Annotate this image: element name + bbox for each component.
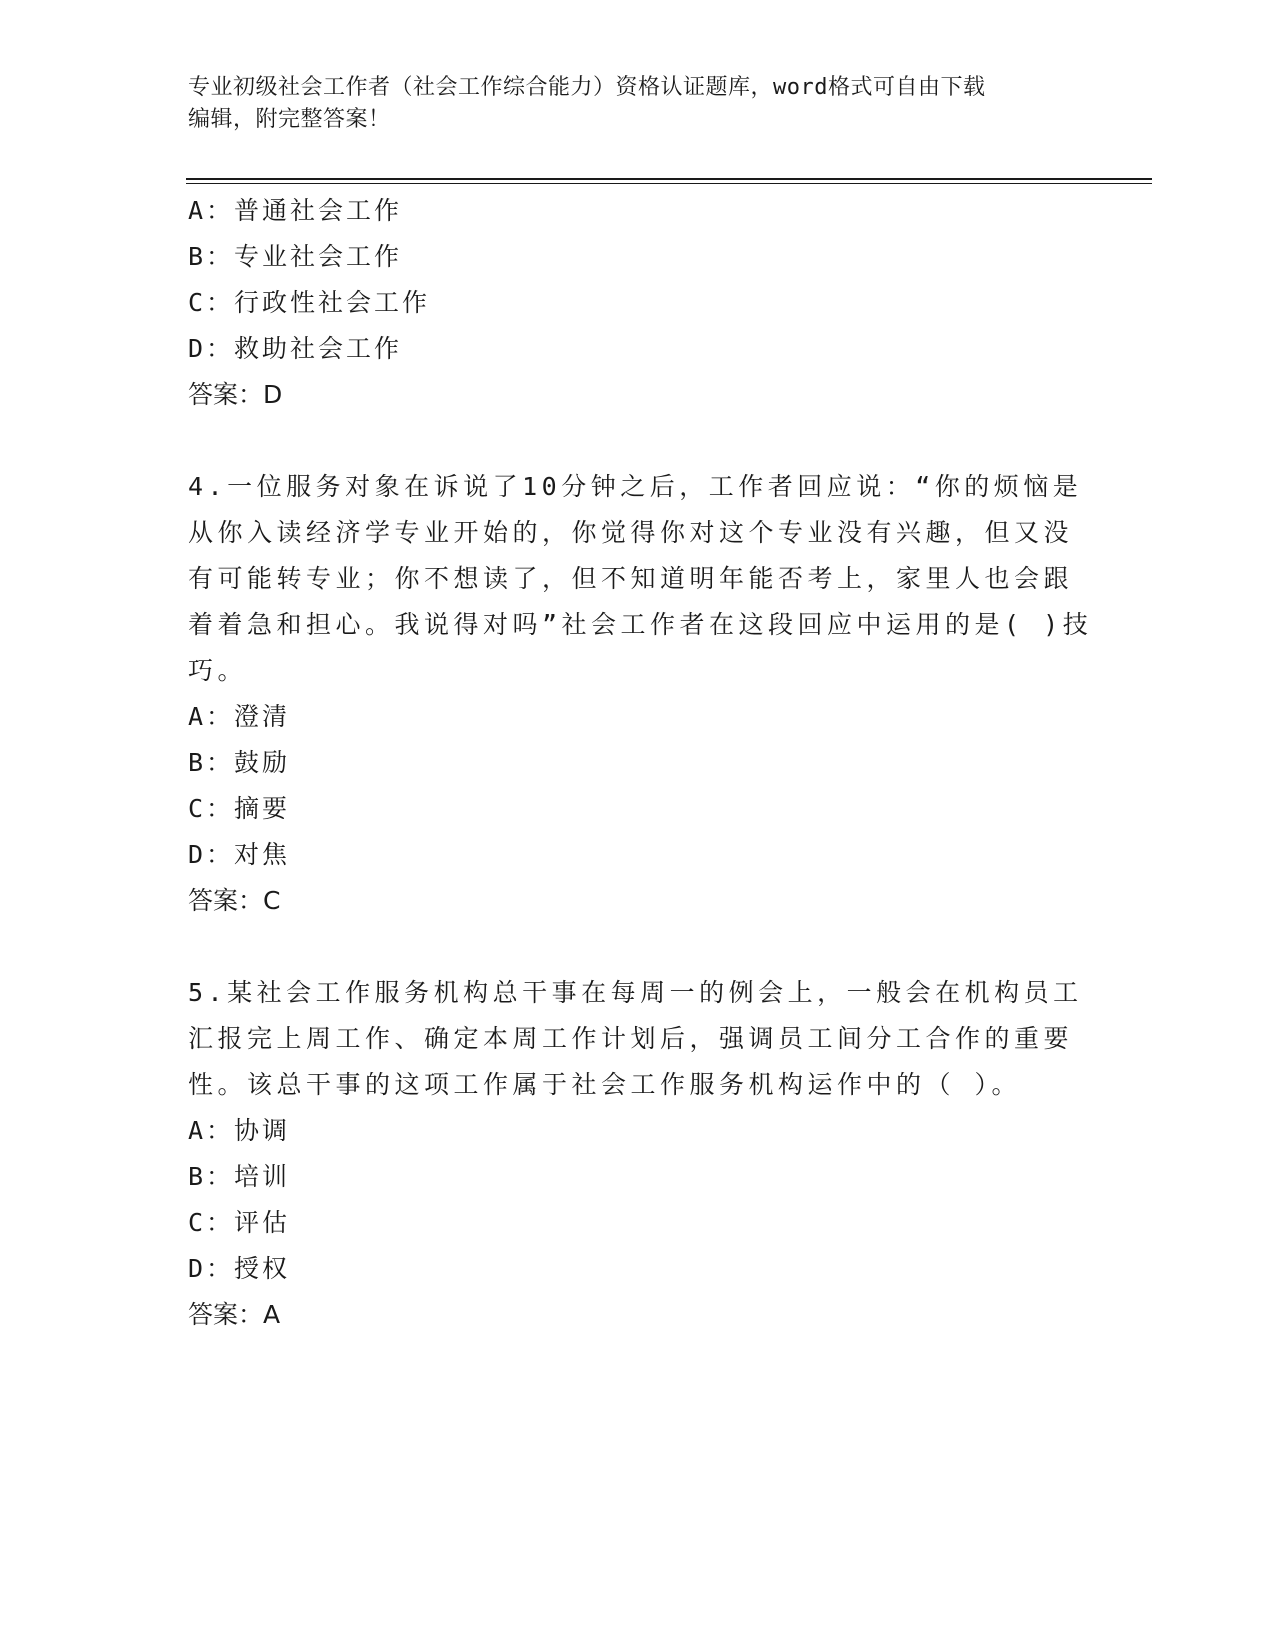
question-5-option-a: A：协调: [188, 1116, 291, 1145]
question-5-option-b: B：培训: [188, 1162, 291, 1191]
question-4-stem-line-2: 从你入读经济学专业开始的，你觉得你对这个专业没有兴趣，但又没: [188, 518, 1074, 547]
question-4-stem-line-1: 4.一位服务对象在诉说了10分钟之后，工作者回应说：“你的烦恼是: [188, 472, 1083, 501]
question-3-option-a: A：普通社会工作: [188, 196, 403, 225]
question-4-stem-line-5: 巧。: [188, 656, 248, 685]
question-list: [188, 188, 1093, 1338]
question-5-stem-line-2: 汇报完上周工作、确定本周工作计划后，强调员工间分工合作的重要: [188, 1024, 1074, 1053]
header-divider-thick: [186, 178, 1152, 180]
question-4-block: [188, 464, 1093, 924]
question-5-stem-line-1: 5.某社会工作服务机构总干事在每周一的例会上，一般会在机构员工: [188, 978, 1083, 1007]
question-4-option-a: A：澄清: [188, 702, 291, 731]
question-3-option-b: B：专业社会工作: [188, 242, 403, 271]
question-4-option-d: D：对焦: [188, 840, 291, 869]
header-line-1: 专业初级社会工作者（社会工作综合能力）资格认证题库，word格式可自由下载: [188, 75, 986, 100]
question-3-option-c: C：行政性社会工作: [188, 288, 431, 317]
question-4-option-b: B：鼓励: [188, 748, 291, 777]
question-5-stem-line-3: 性。该总干事的这项工作属于社会工作服务机构运作中的（ ）。: [188, 1070, 1022, 1099]
question-3-answer: 答案：D: [188, 380, 283, 409]
question-4-stem-line-3: 有可能转专业；你不想读了，但不知道明年能否考上，家里人也会跟: [188, 564, 1074, 593]
question-3-block: [188, 188, 1088, 418]
question-5-answer: 答案：A: [188, 1300, 281, 1329]
header-divider-thin: [186, 183, 1152, 184]
question-4-stem-line-4: 着着急和担心。我说得对吗”社会工作者在这段回应中运用的是( )技: [188, 610, 1093, 639]
question-5-option-c: C：评估: [188, 1208, 291, 1237]
spacer: [188, 924, 1088, 970]
question-5-option-d: D：授权: [188, 1254, 291, 1283]
question-4-answer: 答案：C: [188, 886, 281, 915]
question-4-option-c: C：摘要: [188, 794, 291, 823]
header-line-2: 编辑，附完整答案！: [188, 107, 391, 132]
question-3-option-d: D：救助社会工作: [188, 334, 403, 363]
question-5-block: [188, 970, 1088, 1338]
spacer: [188, 418, 1088, 464]
document-header: [188, 72, 1068, 136]
